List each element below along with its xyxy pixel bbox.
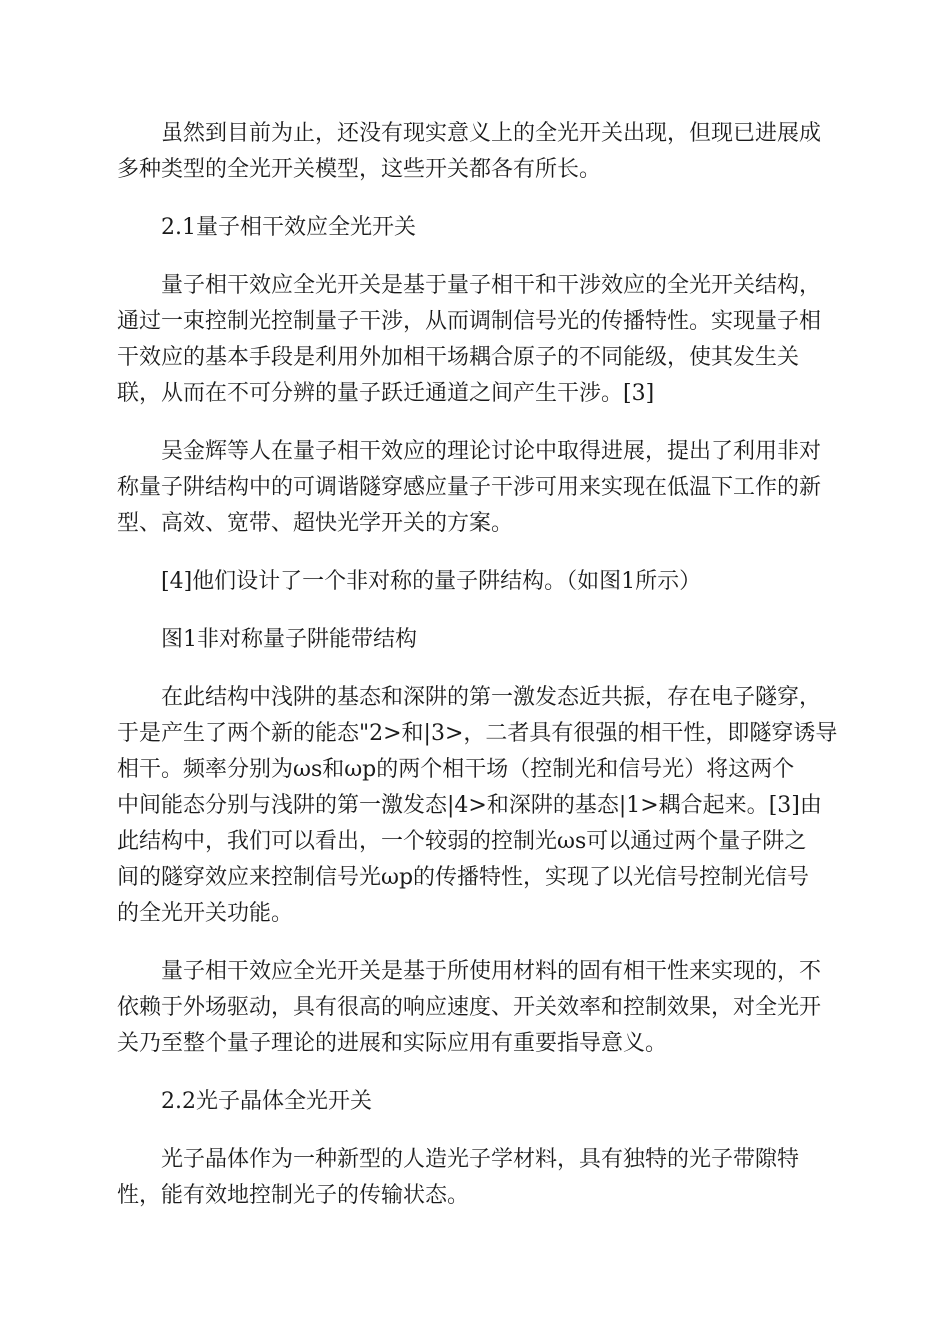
text-line: 光子晶体作为一种新型的人造光子学材料，具有独特的光子带隙特 <box>161 1147 800 1172</box>
text-line: 量子相干效应全光开关是基于量子相干和干涉效应的全光开关结构， <box>161 273 822 298</box>
text-line: 2.2光子晶体全光开关 <box>161 1089 372 1114</box>
text-line: 性，能有效地控制光子的传输状态。 <box>117 1183 470 1208</box>
document-body <box>117 116 840 1214</box>
text-line: 在此结构中浅阱的基态和深阱的第一激发态近共振，存在电子隧穿， <box>161 685 822 710</box>
text-line: 型、高效、宽带、超快光学开关的方案。 <box>117 511 514 536</box>
text-line: 于是产生了两个新的能态"2>和|3>，二者具有很强的相干性，即隧穿诱导 <box>117 721 838 746</box>
text-line: [4]他们设计了一个非对称的量子阱结构。（如图1所示） <box>161 569 702 594</box>
paragraph-ref-4 <box>117 564 840 600</box>
text-line: 关乃至整个量子理论的进展和实际应用有重要指导意义。 <box>117 1031 668 1056</box>
text-line: 此结构中，我们可以看出，一个较弱的控制光ωs可以通过两个量子阱之 <box>117 829 807 854</box>
text-line: 相干。频率分别为ωs和ωp的两个相干场（控制光和信号光）将这两个 <box>117 757 795 782</box>
text-line: 中间能态分别与浅阱的第一激发态|4>和深阱的基态|1>耦合起来。[3]由 <box>117 793 822 818</box>
text-line: 虽然到目前为止，还没有现实意义上的全光开关出现，但现已进展成 <box>161 121 822 146</box>
paragraph-intro <box>117 116 840 188</box>
text-line: 2.1量子相干效应全光开关 <box>161 215 416 240</box>
section-heading-2-2 <box>117 1084 840 1120</box>
text-line: 通过一束控制光控制量子干涉，从而调制信号光的传播特性。实现量子相 <box>117 309 822 334</box>
text-line: 联，从而在不可分辨的量子跃迁通道之间产生干涉。[3] <box>117 381 655 406</box>
paragraph-photonic-crystal <box>117 1142 840 1214</box>
paragraph-wu-jinhui <box>117 434 840 542</box>
text-line: 吴金辉等人在量子相干效应的理论讨论中取得进展，提出了利用非对 <box>161 439 822 464</box>
paragraph-quantum-coherence <box>117 268 840 412</box>
text-line: 的全光开关功能。 <box>117 901 294 926</box>
text-line: 干效应的基本手段是利用外加相干场耦合原子的不同能级，使其发生关 <box>117 345 800 370</box>
text-line: 间的隧穿效应来控制信号光ωp的传播特性，实现了以光信号控制光信号 <box>117 865 810 890</box>
paragraph-structure <box>117 680 840 932</box>
figure-caption-1 <box>117 622 840 658</box>
text-line: 称量子阱结构中的可调谐隧穿感应量子干涉可用来实现在低温下工作的新 <box>117 475 822 500</box>
text-line: 依赖于外场驱动，具有很高的响应速度、开关效率和控制效果，对全光开 <box>117 995 822 1020</box>
text-line: 量子相干效应全光开关是基于所使用材料的固有相干性来实现的，不 <box>161 959 822 984</box>
text-line: 多种类型的全光开关模型，这些开关都各有所长。 <box>117 157 602 182</box>
paragraph-summary <box>117 954 840 1062</box>
text-line: 图1非对称量子阱能带结构 <box>161 627 417 652</box>
section-heading-2-1 <box>117 210 840 246</box>
